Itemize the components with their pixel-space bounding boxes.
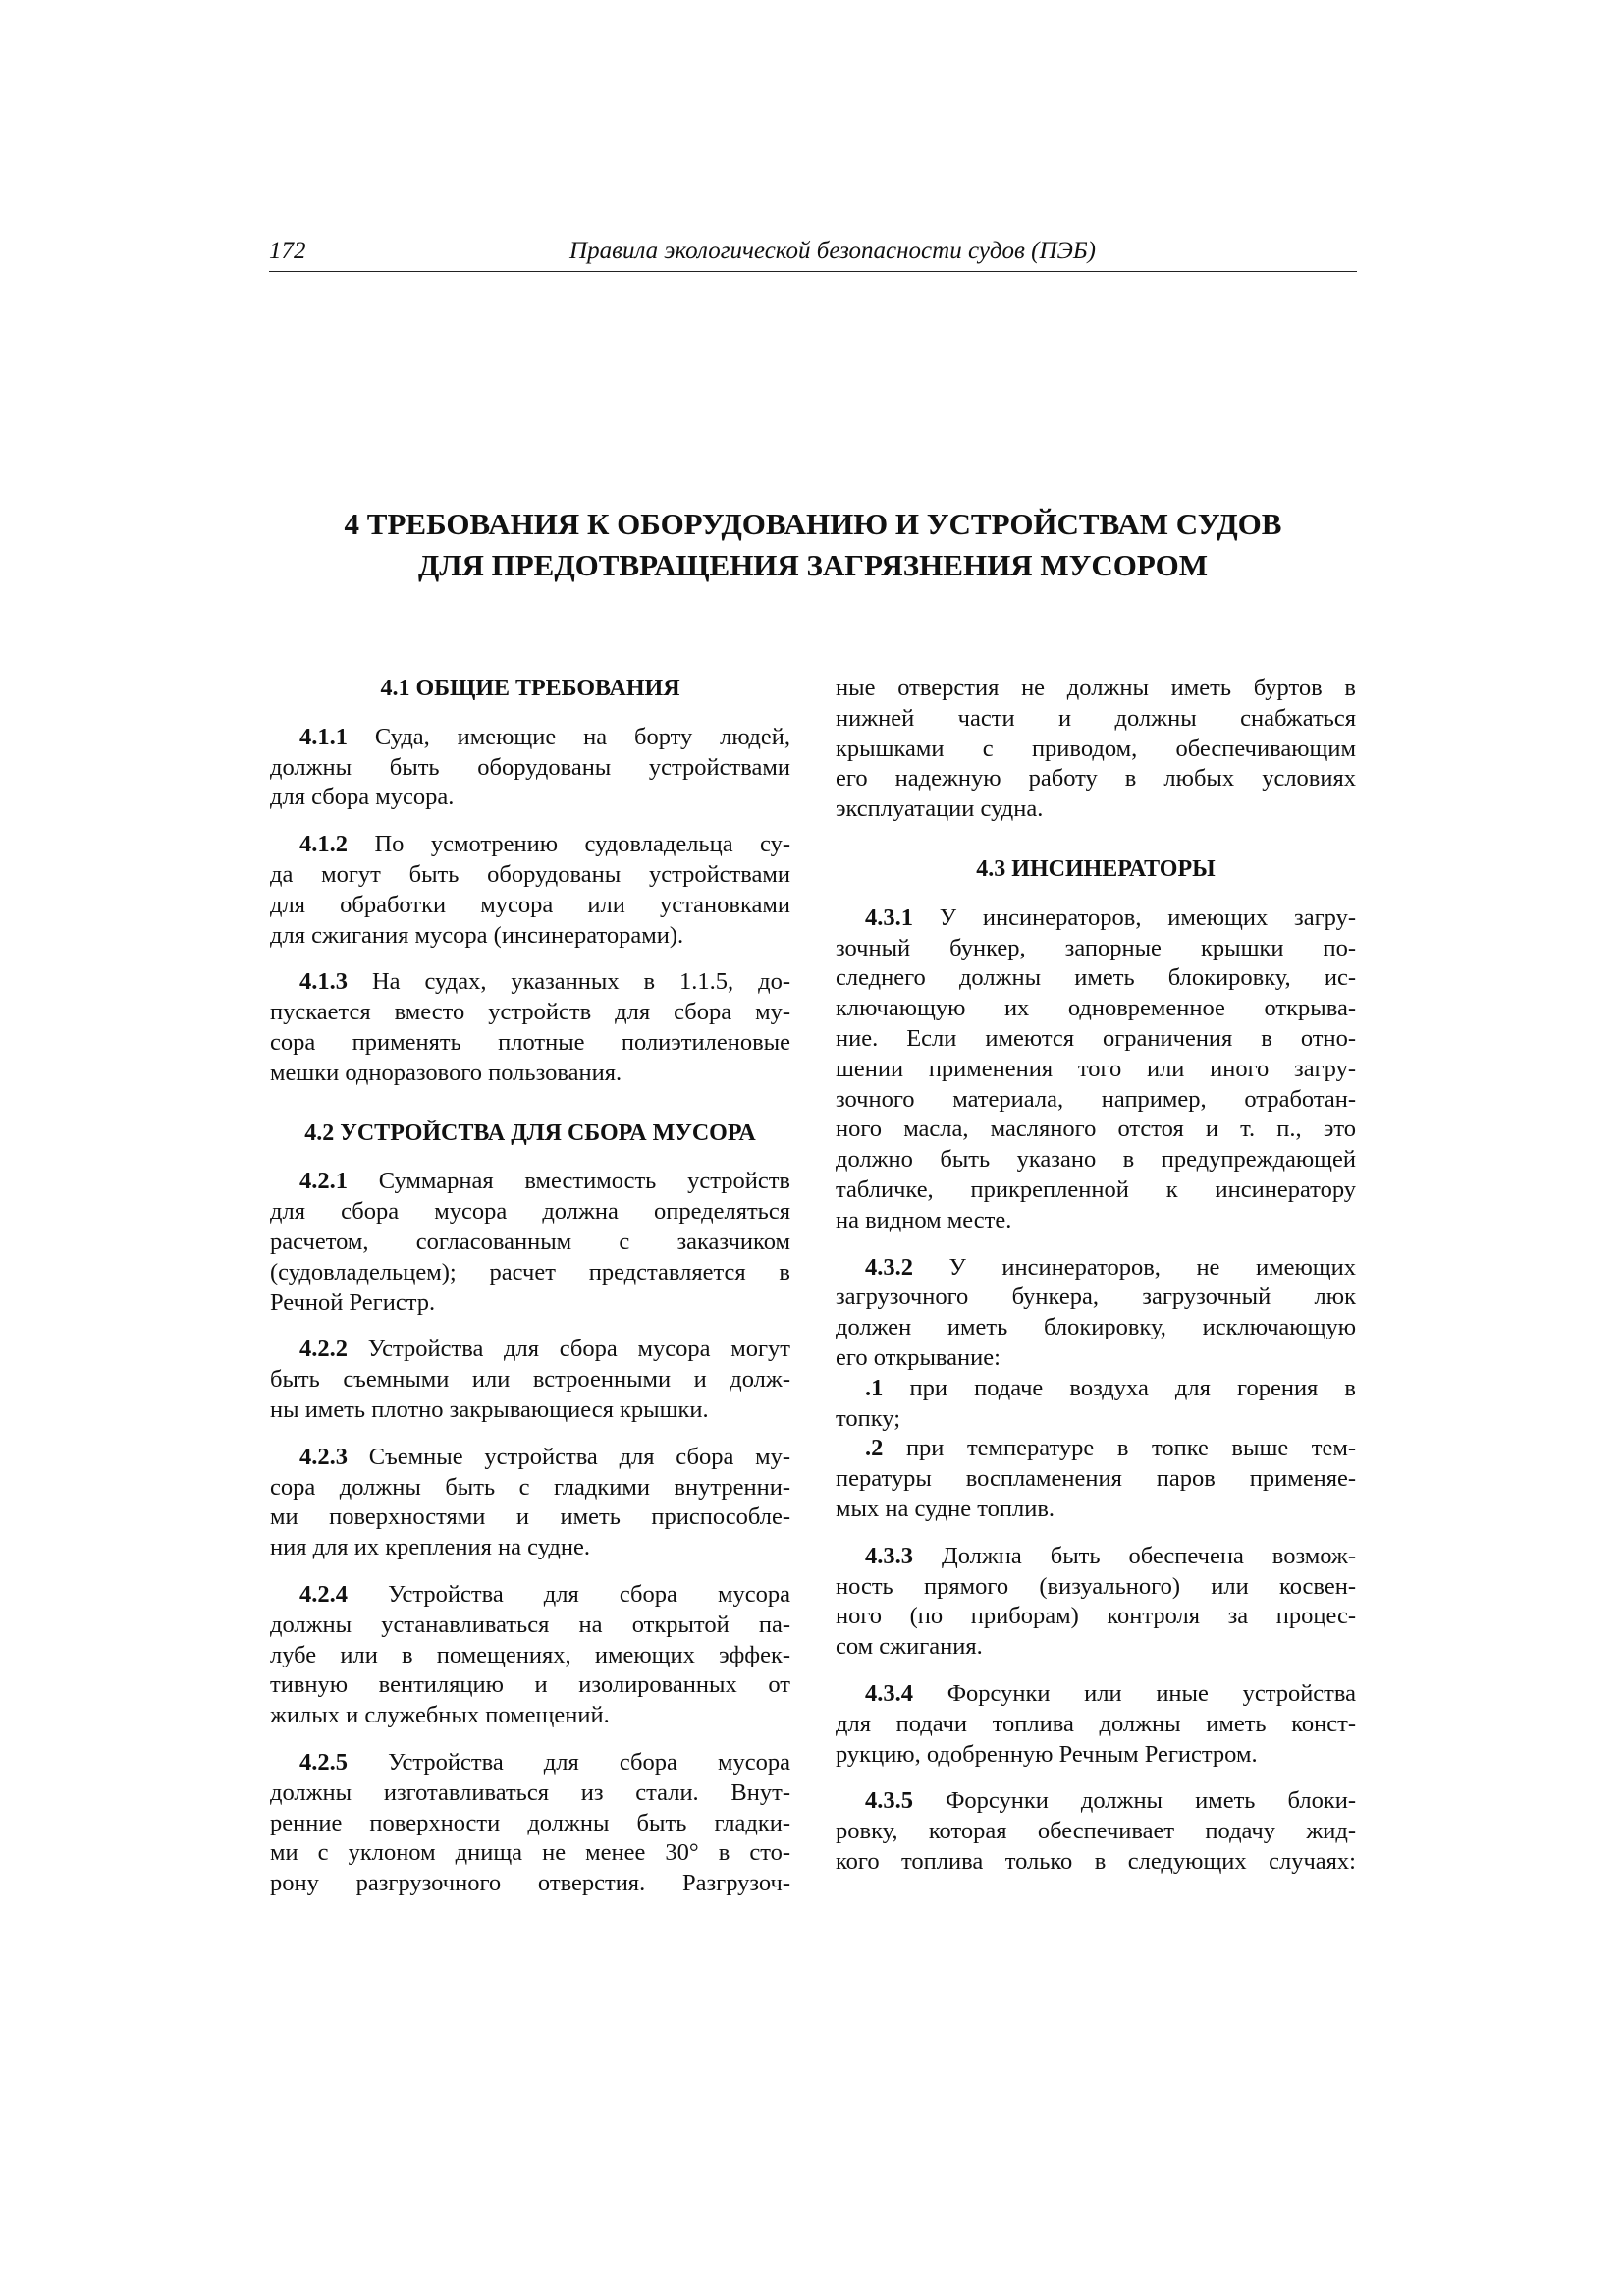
text-line [270, 921, 790, 952]
line-text: Должна быть обеспечена возмож- [941, 1542, 1357, 1569]
line-text: эксплуатации судна. [836, 795, 1044, 823]
text-line [836, 994, 1356, 1024]
running-header [269, 238, 1357, 272]
line-text: Суммарная вместимость устройств [378, 1168, 791, 1195]
line-text: У инсинераторов, не имеющих [948, 1253, 1356, 1281]
line-text: Устройства для сбора мусора [388, 1580, 790, 1608]
clause-number: 4.1.1 [299, 723, 348, 750]
text-line [836, 1679, 1356, 1710]
paragraph [270, 1580, 790, 1731]
text-line [270, 967, 790, 998]
line-text: ного (по приборам) контроля за процес- [836, 1603, 1356, 1630]
text-line [270, 1258, 790, 1288]
line-text: при температуре в топке выше тем- [905, 1435, 1356, 1462]
line-text: У инсинераторов, имеющих загру- [939, 903, 1356, 931]
text-line [836, 735, 1356, 765]
text-line [270, 1838, 790, 1869]
text-line [836, 1572, 1356, 1603]
text-line [836, 1740, 1356, 1771]
page-number: 172 [269, 238, 306, 264]
text-line [836, 1175, 1356, 1206]
text-line [270, 1335, 790, 1365]
text-line [836, 1817, 1356, 1847]
line-text: пературы воспламенения паров применяе- [836, 1465, 1356, 1493]
paragraph [270, 1748, 790, 1899]
line-text: для сбора мусора. [270, 784, 455, 811]
line-text: должны устанавливаться на открытой па- [270, 1611, 790, 1638]
clause-number: 4.2.4 [299, 1580, 348, 1608]
text-line [270, 1503, 790, 1533]
paragraph [836, 1786, 1356, 1877]
paragraph [836, 1253, 1356, 1374]
text-line [836, 1024, 1356, 1055]
line-text: сора применять плотные полиэтиленовые [270, 1028, 790, 1056]
paragraph-continuation [836, 674, 1356, 825]
line-text: ного масла, масляного отстоя и т. п., это [836, 1116, 1356, 1143]
text-line [836, 1283, 1356, 1313]
line-text: быть съемными или встроенными и долж- [270, 1366, 790, 1394]
text-line [836, 1632, 1356, 1663]
line-text: его открывание: [836, 1343, 1001, 1371]
clause-number: 4.3.3 [865, 1542, 913, 1569]
line-text: ние. Если имеются ограничения в отно- [836, 1024, 1356, 1052]
paragraph [270, 830, 790, 951]
clause-number: 4.1.3 [299, 968, 348, 996]
line-text: ми поверхностями и иметь приспособле- [270, 1503, 790, 1531]
line-text: ровку, которая обеспечивает подачу жид- [836, 1818, 1356, 1845]
line-text: ность прямого (визуального) или косвен- [836, 1572, 1356, 1600]
line-text: Съемные устройства для сбора му- [368, 1443, 790, 1470]
text-line [836, 1374, 1356, 1404]
text-line [270, 1028, 790, 1059]
text-line [270, 891, 790, 921]
line-text: мых на судне топлив. [836, 1495, 1055, 1522]
text-line [270, 1580, 790, 1611]
line-text: Устройства для сбора мусора [388, 1748, 790, 1776]
text-line [836, 1115, 1356, 1145]
line-text: ренние поверхности должны быть гладки- [270, 1809, 790, 1836]
paragraph [836, 1679, 1356, 1770]
line-text: Форсунки должны иметь блоки- [946, 1787, 1357, 1815]
chapter-title-line: ДЛЯ ПРЕДОТВРАЩЕНИЯ ЗАГРЯЗНЕНИЯ МУСОРОМ [418, 548, 1208, 582]
line-text: мешки одноразового пользования. [270, 1059, 622, 1086]
line-text: для подачи топлива должны иметь конст- [836, 1710, 1356, 1737]
text-line [836, 1085, 1356, 1116]
text-line [836, 1055, 1356, 1085]
line-text: лубе или в помещениях, имеющих эффек- [270, 1641, 790, 1668]
text-line [836, 903, 1356, 934]
clause-number: 4.2.5 [299, 1748, 348, 1776]
line-text: Суда, имеющие на борту людей, [374, 723, 791, 750]
text-line [270, 1228, 790, 1258]
paragraph [270, 723, 790, 813]
text-line [270, 1059, 790, 1089]
text-line [836, 1847, 1356, 1878]
line-text: его надежную работу в любых условиях [836, 765, 1356, 793]
line-text: нижней части и должны снабжаться [836, 704, 1356, 732]
text-line [836, 764, 1356, 794]
paragraph [270, 1443, 790, 1563]
line-text: шении применения того или иного загру- [836, 1055, 1356, 1082]
text-line [270, 1365, 790, 1395]
clause-number: 4.2.3 [299, 1443, 348, 1470]
list-item [836, 1434, 1356, 1524]
paragraph [836, 903, 1356, 1236]
clause-number: 4.3.2 [865, 1253, 913, 1281]
line-text: Форсунки или иные устройства [947, 1679, 1357, 1707]
line-text: для сбора мусора должна определяться [270, 1198, 790, 1226]
text-line [270, 783, 790, 813]
text-line [836, 1786, 1356, 1817]
section-heading-4-3: 4.3 ИНСИНЕРАТОРЫ [976, 855, 1216, 882]
line-text: следнего должны иметь блокировку, ис- [836, 964, 1356, 992]
line-text: загрузочного бункера, загрузочный люк [836, 1284, 1356, 1311]
text-line [836, 1253, 1356, 1284]
text-line [270, 1670, 790, 1701]
line-text: ми с уклоном днища не менее 30° в сто- [270, 1839, 790, 1867]
text-line [836, 1313, 1356, 1343]
line-text: рону разгрузочного отверстия. Разгрузоч- [270, 1870, 790, 1897]
text-line [836, 704, 1356, 735]
line-text: для обработки мусора или установками [270, 891, 790, 918]
line-text: рукцию, одобренную Речным Регистром. [836, 1740, 1258, 1768]
text-line [270, 1197, 790, 1228]
clause-number: 4.1.2 [299, 831, 348, 858]
line-text: на видном месте. [836, 1206, 1012, 1233]
text-line [836, 1434, 1356, 1464]
line-text: кого топлива только в следующих случаях: [836, 1847, 1356, 1875]
text-line [836, 1542, 1356, 1572]
line-text: ные отверстия не должны иметь буртов в [836, 675, 1356, 701]
line-text: сом сжигания. [836, 1633, 983, 1661]
text-line [270, 1701, 790, 1731]
line-text: должен иметь блокировку, исключающую [836, 1314, 1356, 1341]
text-line [270, 860, 790, 891]
line-text: Речной Регистр. [270, 1288, 436, 1316]
text-line [270, 1167, 790, 1197]
running-title: Правила экологической безопасности судов (ПЭБ) [569, 238, 1096, 264]
line-text: ны иметь плотно закрывающиеся крышки. [270, 1395, 709, 1423]
chapter-title [269, 504, 1357, 586]
text-line [270, 1809, 790, 1839]
text-line [836, 1145, 1356, 1175]
line-text: На судах, указанных в 1.1.5, до- [371, 968, 791, 996]
line-text: крышками с приводом, обеспечивающим [836, 735, 1356, 762]
line-text: при подаче воздуха для горения в [909, 1374, 1357, 1401]
text-line [270, 753, 790, 784]
line-text: топку; [836, 1404, 901, 1432]
line-text: для сжигания мусора (инсинераторами). [270, 921, 684, 949]
left-column [270, 674, 790, 1916]
text-line [270, 1473, 790, 1503]
paragraph [270, 1335, 790, 1425]
paragraph [270, 967, 790, 1088]
text-line [270, 1869, 790, 1899]
clause-number: 4.3.1 [865, 903, 913, 931]
clause-number: .1 [865, 1374, 884, 1401]
line-text: табличке, прикрепленной к инсинератору [836, 1175, 1356, 1203]
line-text: должны быть оборудованы устройствами [270, 753, 790, 781]
text-line [836, 794, 1356, 825]
line-text: зочного материала, например, отработан- [836, 1085, 1356, 1113]
line-text: зочный бункер, запорные крышки по- [836, 934, 1356, 961]
text-line [270, 1395, 790, 1426]
text-line [270, 1748, 790, 1778]
clause-number: 4.3.4 [865, 1679, 913, 1707]
text-line [270, 998, 790, 1028]
text-line [836, 1602, 1356, 1632]
text-line [270, 1778, 790, 1809]
section-heading-4-2: 4.2 УСТРОЙСТВА ДЛЯ СБОРА МУСОРА [304, 1120, 756, 1146]
paragraph [836, 1542, 1356, 1663]
line-text: ния для их крепления на судне. [270, 1534, 590, 1561]
line-text: тивную вентиляцию и изолированных от [270, 1671, 790, 1699]
text-line [270, 830, 790, 860]
line-text: пускается вместо устройств для сбора му- [270, 999, 790, 1026]
paragraph [270, 1167, 790, 1318]
text-line [836, 1464, 1356, 1495]
text-line [270, 1611, 790, 1641]
line-text: (судовладельцем); расчет представляется в [270, 1258, 790, 1285]
chapter-title-line: 4 ТРЕБОВАНИЯ К ОБОРУДОВАНИЮ И УСТРОЙСТВАМ СУДОВ [344, 507, 1282, 541]
clause-number: 4.2.2 [299, 1336, 348, 1363]
line-text: ключающую их одновременное открыва- [836, 995, 1356, 1022]
text-line [270, 1533, 790, 1563]
text-line [270, 1288, 790, 1319]
text-line [836, 1710, 1356, 1740]
line-text: расчетом, согласованным с заказчиком [270, 1228, 790, 1255]
text-line [836, 934, 1356, 964]
line-text: да могут быть оборудованы устройствами [270, 860, 790, 888]
right-column [836, 674, 1356, 1894]
line-text: жилых и служебных помещений. [270, 1702, 610, 1729]
text-line [270, 1443, 790, 1473]
text-line [270, 723, 790, 753]
text-line [836, 963, 1356, 994]
list-item [836, 1374, 1356, 1435]
text-line [836, 674, 1356, 704]
clause-number: .2 [865, 1435, 884, 1462]
clause-number: 4.2.1 [299, 1168, 348, 1195]
text-line [836, 1404, 1356, 1435]
section-heading-4-1: 4.1 ОБЩИЕ ТРЕБОВАНИЯ [380, 676, 680, 701]
line-text: сора должны быть с гладкими внутренни- [270, 1473, 790, 1501]
line-text: Устройства для сбора мусора могут [367, 1336, 790, 1363]
clause-number: 4.3.5 [865, 1787, 913, 1815]
line-text: По усмотрению судовладельца су- [374, 831, 790, 858]
text-line [836, 1495, 1356, 1525]
text-line [270, 1641, 790, 1671]
line-text: должны изготавливаться из стали. Внут- [270, 1778, 790, 1806]
text-line [836, 1343, 1356, 1374]
text-line [836, 1206, 1356, 1236]
line-text: должно быть указано в предупреждающей [836, 1146, 1356, 1174]
